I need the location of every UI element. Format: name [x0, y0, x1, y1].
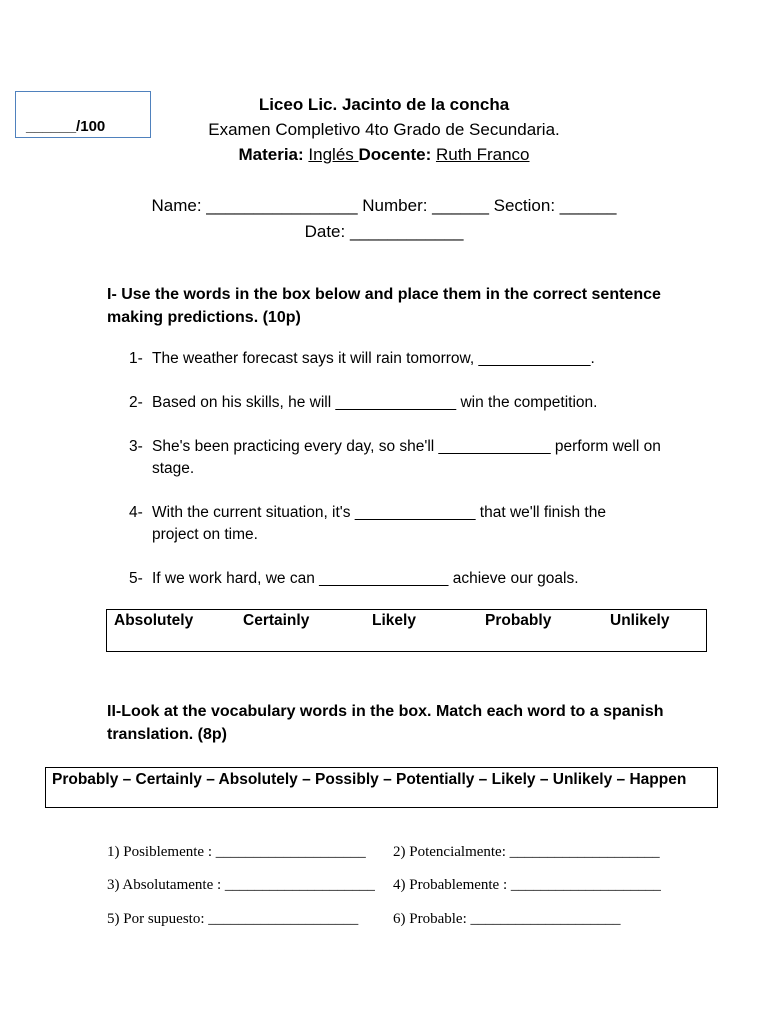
school-name: Liceo Lic. Jacinto de la concha — [258, 95, 510, 114]
question-number: 1- — [129, 350, 143, 367]
translation-item: 5) Por supuesto: ____________________ — [107, 911, 359, 927]
question-item — [129, 348, 672, 370]
question-number: 2- — [129, 394, 143, 411]
teacher-value: Ruth Franco — [435, 145, 530, 164]
vocabulary-words: Probably – Certainly – Absolutely – Possibly – Potentially – Likely – Unlikely – Happen — [52, 771, 687, 788]
question-number: 4- — [129, 504, 143, 521]
subject-value: Inglés — [308, 145, 359, 164]
student-info-line: Name: ________________ Number: ______ Section: ______ — [151, 196, 617, 215]
section2-title: II-Look at the vocabulary words in the box. Match each word to a spanish translation. (8p) — [107, 703, 664, 743]
teacher-label: Docente: — [358, 145, 432, 164]
translation-item: 1) Posiblemente : ____________________ — [107, 844, 366, 860]
question-text: Based on his skills, he will ______________ win the competition. — [152, 394, 598, 411]
question-text: If we work hard, we can _______________ achieve our goals. — [152, 570, 579, 587]
question-number: 3- — [129, 438, 143, 455]
translation-item: 4) Probablemente : ____________________ — [393, 877, 661, 893]
question-item — [129, 392, 672, 414]
word-box-word: Probably — [485, 612, 552, 629]
question-text: The weather forecast says it will rain tomorrow, _____________. — [152, 350, 595, 367]
question-item — [129, 568, 672, 590]
word-box-section1 — [106, 609, 707, 652]
subject-teacher-line — [0, 145, 768, 165]
translation-item: 3) Absolutamente : ____________________ — [107, 877, 375, 893]
word-box-word: Unlikely — [610, 612, 670, 629]
translation-item: 2) Potencialmente: ____________________ — [393, 844, 660, 860]
question-item — [129, 502, 652, 546]
section1-title: I- Use the words in the box below and place them in the correct sentence making predictions. (10p) — [107, 286, 661, 326]
translation-item: 6) Probable: ____________________ — [393, 911, 621, 927]
exam-title: Examen Completivo 4to Grado de Secundaria. — [208, 120, 560, 139]
subject-label: Materia: — [238, 145, 304, 164]
word-box-word: Likely — [372, 612, 416, 629]
word-box-word: Absolutely — [114, 612, 194, 629]
word-box-word: Certainly — [243, 612, 310, 629]
word-box-section2 — [45, 767, 718, 808]
question-text: With the current situation, it's ______________ that we'll finish the project on time. — [152, 504, 606, 543]
date-line: Date: ____________ — [304, 222, 464, 241]
question-text: She's been practicing every day, so she'll _____________ perform well on stage. — [152, 438, 661, 477]
question-item — [129, 436, 667, 480]
score-field: ______/100 — [26, 118, 106, 135]
question-number: 5- — [129, 570, 143, 587]
